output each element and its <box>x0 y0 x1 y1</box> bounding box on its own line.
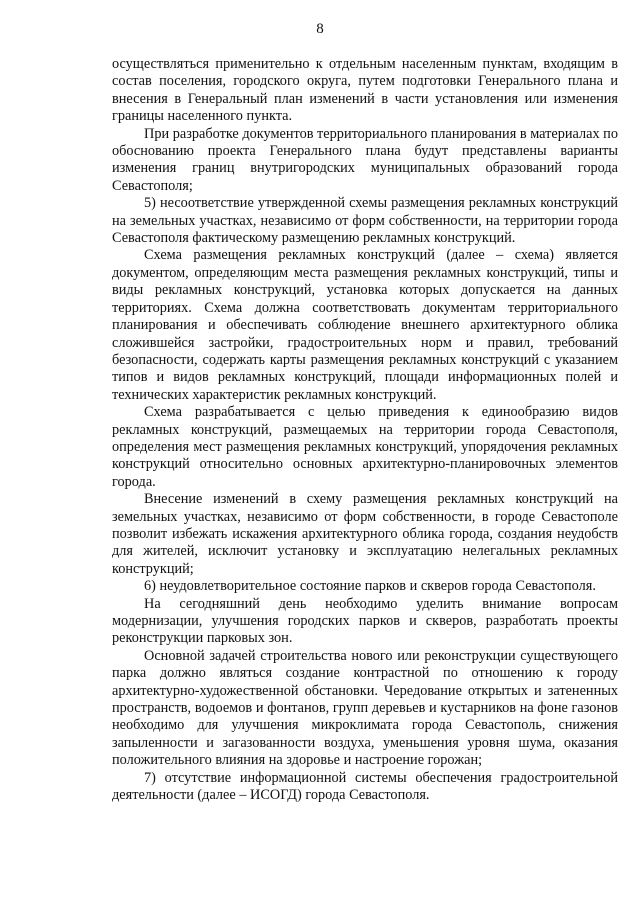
paragraph-5: Схема разрабатывается с целью приведения к единообразию видов рекламных конструкций, размещаемых на территории города Севастополя, определения мест размещения рекламных конструкций, упорядочения рекламных конструкций относительно основных архитектурно-планировочных элементов города. <box>112 404 618 490</box>
paragraph-9: Основной задачей строительства нового или реконструкции существующего парка должно являться создание контрастной по отношению к городу архитектурно-художественной обстановки. Чередование открытых и затененных пространств, водоемов и фонтанов, групп деревьев и кустарников на фоне газонов необходимо для улучшения микроклимата города Севастополь, снижения запыленности и загазованности воздуха, уменьшения уровня шума, оказания положительного влияния на здоровье и настроение горожан; <box>112 647 618 769</box>
paragraph-3: 5) несоответствие утвержденной схемы размещения рекламных конструкций на земельных участках, независимо от форм собственности, на территории города Севастополя фактическому размещению рекламных конструкций. <box>112 195 618 247</box>
paragraph-7: 6) неудовлетворительное состояние парков и скверов города Севастополя. <box>144 578 596 595</box>
document-body <box>112 56 618 804</box>
paragraph-6: Внесение изменений в схему размещения рекламных конструкций на земельных участках, независимо от форм собственности, в городе Севастополе позволит избежать искажения архитектурного облика города, создания неудобств для жителей, исключит установку и эксплуатацию нелегальных рекламных конструкций; <box>112 491 618 577</box>
paragraph-4: Схема размещения рекламных конструкций (далее – схема) является документом, определяющим места размещения рекламных конструкций, типы и виды рекламных конструкций, установка которых допускается на данных территориях. Схема должна соответствовать документам территориального планирования и обеспечивать соблюдение внешнего архитектурного облика сложившейся застройки, градостроительных норм и правил, требований безопасности, содержать карты размещения рекламных конструкций с указанием типов и видов рекламных конструкций, площади информационных полей и технических характеристик рекламных конструкций. <box>112 247 618 403</box>
page-number: 8 <box>316 21 324 37</box>
paragraph-10: 7) отсутствие информационной системы обеспечения градостроительной деятельности (далее – ИСОГД) города Севастополя. <box>112 769 618 804</box>
paragraph-2: При разработке документов территориального планирования в материалах по обоснованию проекта Генерального плана будут представлены варианты изменения границ внутригородских муниципальных образований города Севастополя; <box>112 125 618 194</box>
paragraph-1: осуществляться применительно к отдельным населенным пунктам, входящим в состав поселения, городского округа, путем подготовки Генерального плана и внесения в Генеральный план изменений в части установления или изменения границы населенного пункта. <box>112 56 618 125</box>
paragraph-8: На сегодняшний день необходимо уделить внимание вопросам модернизации, улучшения городских парков и скверов, разработать проекты реконструкции парковых зон. <box>112 595 618 647</box>
